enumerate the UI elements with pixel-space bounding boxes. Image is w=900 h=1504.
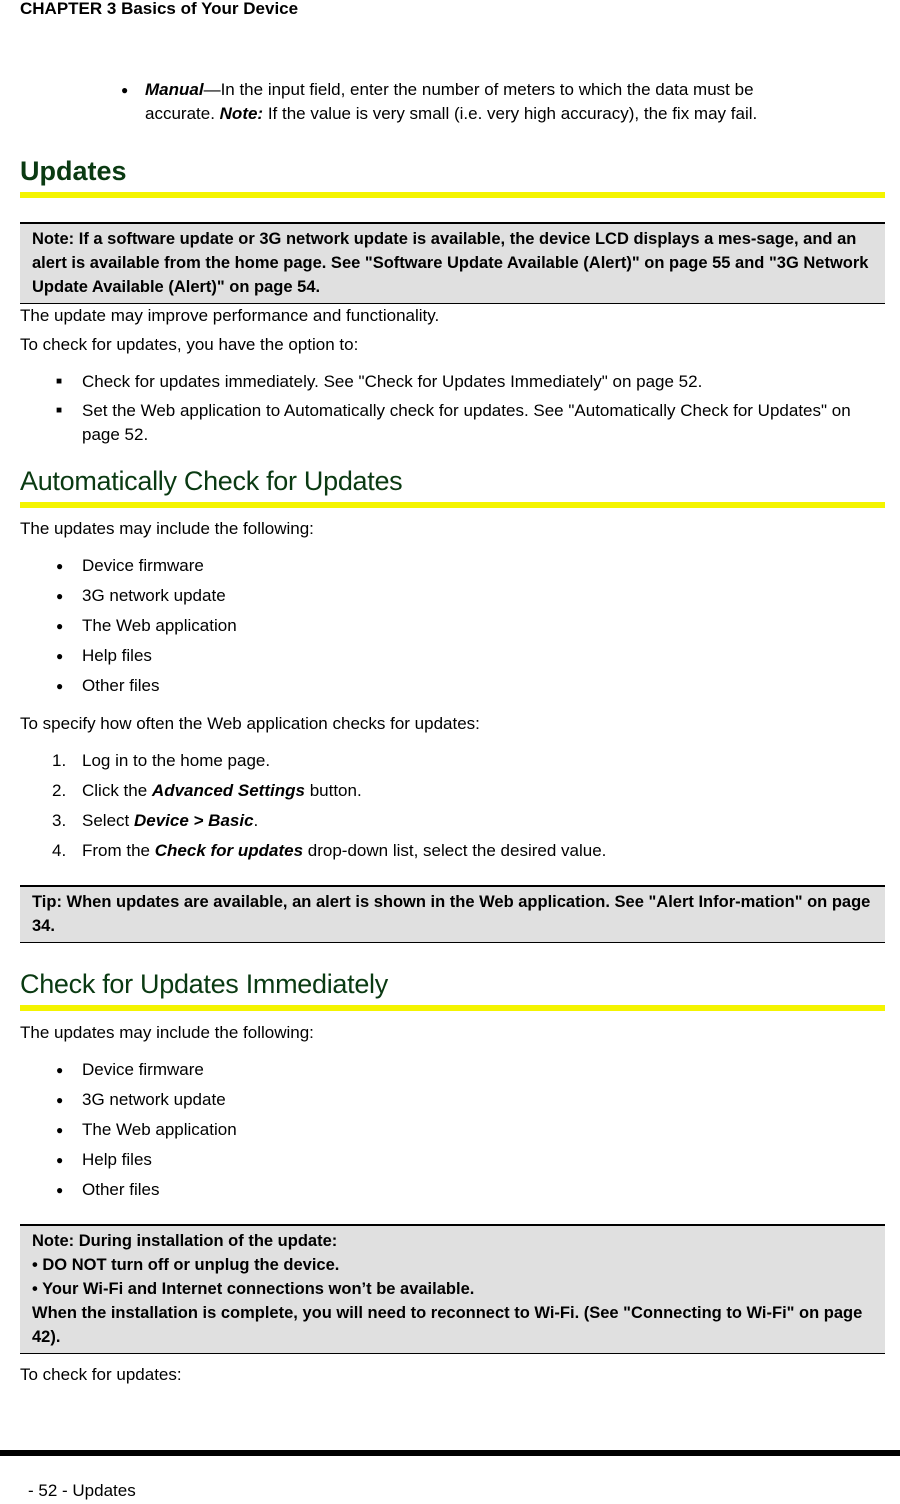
updates-options-list <box>20 370 885 447</box>
closing-text: To check for updates: <box>20 1365 182 1384</box>
square-bullet-icon: ■ <box>56 376 63 387</box>
list-item: ● Help files <box>20 644 885 668</box>
bullet-dot-icon: ● <box>56 589 64 603</box>
footer-page: - 52 - Updates <box>28 1481 136 1500</box>
bullet-dot-icon: ● <box>56 1153 64 1167</box>
list-item: ● Other files <box>20 674 885 698</box>
heading-rule <box>20 1005 885 1011</box>
manual-note-label: Note: <box>219 104 264 123</box>
list-item: ■ Set the Web application to Automatically check for updates. See "Automatically Check for Updates" on page 52. <box>56 401 851 444</box>
list-item: ● 3G network update <box>20 1088 885 1112</box>
note-line: • Your Wi-Fi and Internet connections won’t be available. <box>32 1280 475 1298</box>
list-item: ● The Web application <box>20 614 885 638</box>
updates-heading: Updates <box>20 156 127 186</box>
manual-text-2: accurate. <box>145 104 220 123</box>
immediate-heading: Check for Updates Immediately <box>20 969 388 999</box>
list-item: 2. Click the Advanced Settings button. <box>52 781 362 800</box>
manual-text-3: If the value is very small (i.e. very high accuracy), the fix may fail. <box>263 104 758 123</box>
list-item: ■ Check for updates immediately. See "Check for Updates Immediately" on page 52. <box>20 370 885 394</box>
bullet-dot-icon: ● <box>56 1183 64 1197</box>
square-bullet-icon: ■ <box>56 405 63 416</box>
heading-rule <box>20 192 885 198</box>
note-line: • DO NOT turn off or unplug the device. <box>32 1256 340 1274</box>
bullet-dot-icon: ● <box>56 1093 64 1107</box>
list-item: ● Help files <box>20 1148 885 1172</box>
manual-text: —In the input field, enter the number of meters to which the data must be <box>203 80 754 99</box>
bullet-dot-icon: ● <box>56 559 64 573</box>
note-line: Note: During installation of the update: <box>32 1232 338 1250</box>
note-line: When the installation is complete, you will need to reconnect to Wi-Fi. (See "Connecting to Wi-Fi" on page 42). <box>32 1304 863 1346</box>
updates-para-1: The update may improve performance and functionality. <box>20 306 440 325</box>
steps-list <box>20 749 885 863</box>
manual-bullet <box>20 78 885 126</box>
footer-rule <box>0 1450 900 1456</box>
tip-box: Tip: When updates are available, an alert is shown in the Web application. See "Alert Infor-mation" on page 34. <box>20 885 885 943</box>
list-item: ● Other files <box>20 1178 885 1202</box>
heading-rule <box>20 502 885 508</box>
list-item: ● Device firmware <box>20 1058 885 1082</box>
updates-para-2: To check for updates, you have the option to: <box>20 335 359 354</box>
list-item: 3. Select Device > Basic. <box>52 811 259 830</box>
list-item: ● Device firmware <box>20 554 885 578</box>
immediate-intro: The updates may include the following: <box>20 1023 314 1042</box>
list-item: 4. From the Check for updates drop-down list, select the desired value. <box>52 841 607 860</box>
updates-note: Note: If a software update or 3G network update is available, the device LCD displays a mes-sage, and an alert is available from the home page. See "Software Update Available (Alert)" on page 55 and "3G Network Update Available (Alert)" on page 54. <box>20 222 885 304</box>
manual-term: Manual <box>145 80 204 99</box>
list-item: 1. Log in to the home page. <box>52 751 271 770</box>
bullet-dot-icon: ● <box>56 619 64 633</box>
how-often-text: To specify how often the Web application checks for updates: <box>20 714 480 733</box>
auto-check-heading: Automatically Check for Updates <box>20 466 403 496</box>
bullet-dot-icon: ● <box>56 1063 64 1077</box>
page-content <box>20 78 885 1387</box>
chapter-header: CHAPTER 3 Basics of Your Device <box>20 0 299 18</box>
auto-check-items <box>20 554 885 698</box>
bullet-dot-icon: ● <box>56 649 64 663</box>
bullet-dot-icon: ● <box>56 1123 64 1137</box>
list-item: ● 3G network update <box>20 584 885 608</box>
immediate-items <box>20 1058 885 1202</box>
list-item: ● The Web application <box>20 1118 885 1142</box>
bullet-dot-icon: ● <box>56 679 64 693</box>
install-note <box>20 1224 885 1354</box>
auto-check-intro: The updates may include the following: <box>20 519 314 538</box>
bullet-dot-icon: ● <box>121 83 129 97</box>
